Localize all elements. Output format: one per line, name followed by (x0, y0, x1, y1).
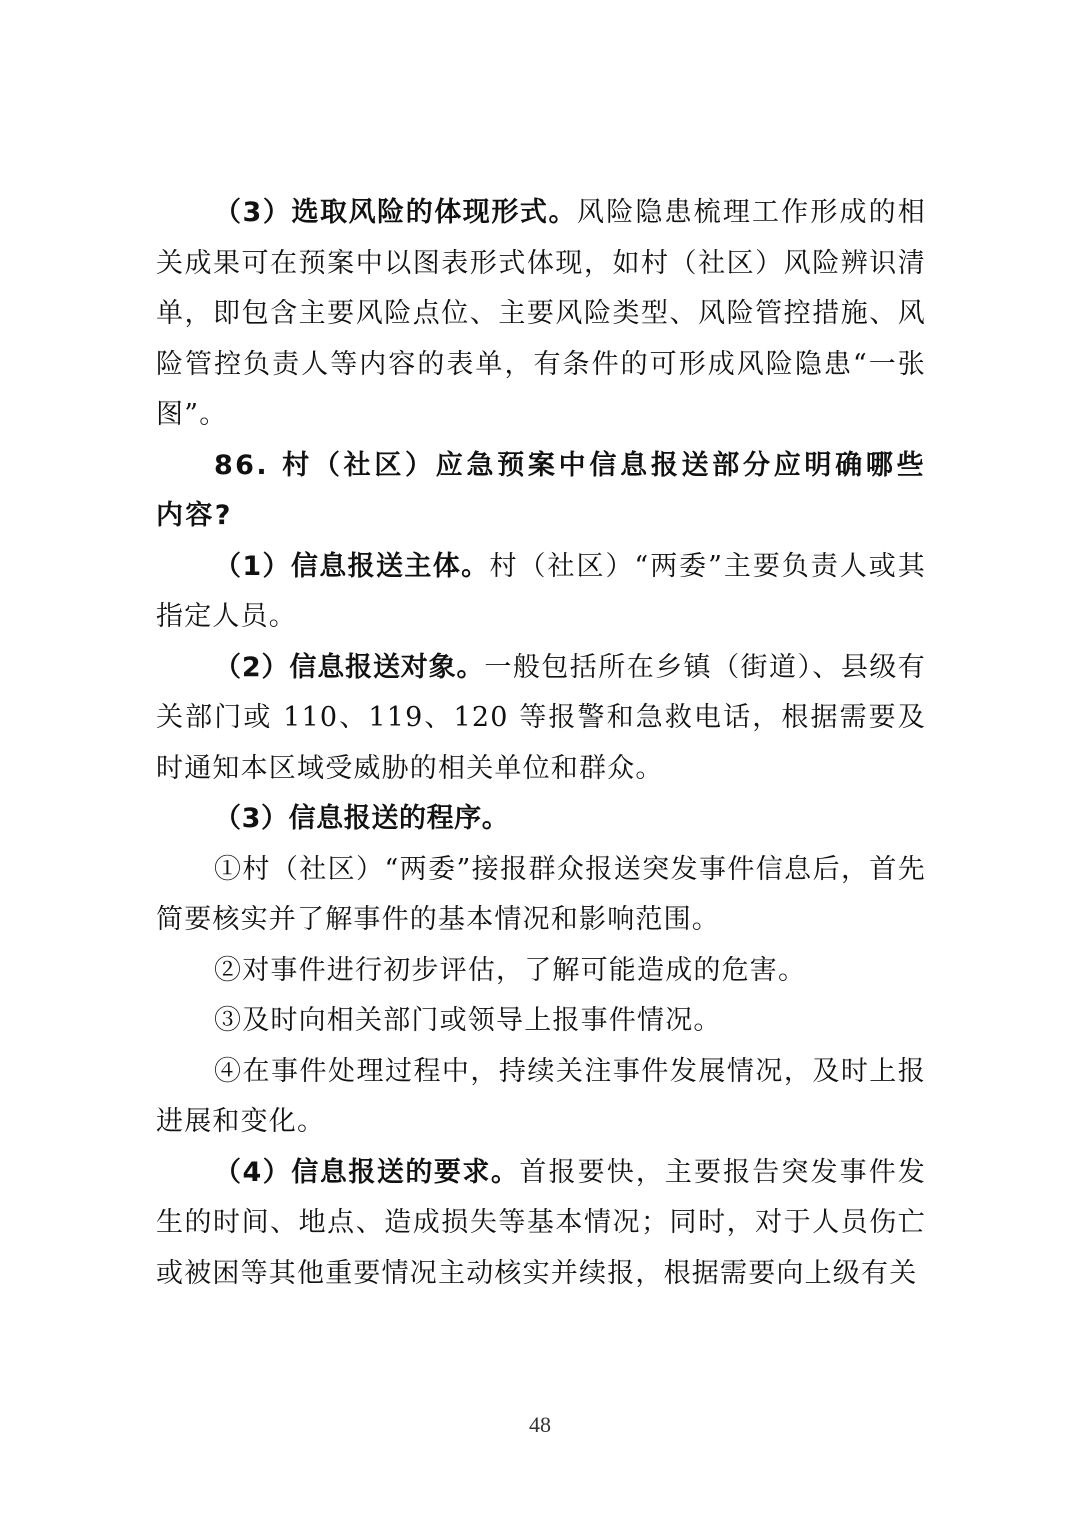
paragraph-lead: （1）信息报送主体。 (214, 550, 490, 582)
procedure-step-3: ③及时向相关部门或领导上报事件情况。 (214, 1005, 722, 1036)
paragraph-lead: （2）信息报送对象。 (214, 651, 485, 683)
paragraph-text: 首报要快，主要报告突发事件发生的时间、地点、造成损失等基本情况；同时，对于人员伤亡或被困等其他重要情况主动核实并续报，根据需要向上级有关 (156, 1156, 926, 1289)
paragraph-reporting-subject (156, 542, 926, 643)
paragraph-text: 一般包括所在乡镇（街道）、县级有关部门或 110、119、120 等报警和急救电话，根据需要及时通知本区域受威胁的相关单位和群众。 (156, 651, 926, 784)
paragraph-lead: （3）选取风险的体现形式。 (214, 197, 578, 228)
procedure-step-2: ②对事件进行初步评估，了解可能造成的危害。 (214, 954, 807, 986)
paragraph-reporting-procedure (156, 794, 926, 845)
procedure-step-1: ①村（社区）“两委”接报群众报送突发事件信息后，首先简要核实并了解事件的基本情况和影响范围。 (156, 853, 926, 935)
procedure-step-4: ④在事件处理过程中，持续关注事件发展情况，及时上报进展和变化。 (156, 1055, 926, 1137)
paragraph-reporting-requirements (156, 1148, 926, 1300)
paragraph-risk-form (156, 188, 926, 441)
page-number: 48 (529, 1412, 551, 1437)
paragraph-reporting-target (156, 643, 926, 795)
paragraph-text: 风险隐患梳理工作形成的相关成果可在预案中以图表形式体现，如村（社区）风险辨识清单，即包含主要风险点位、主要风险类型、风险管控措施、风险管控负责人等内容的表单，有条件的可形成风险隐患“一张图”。 (156, 197, 926, 430)
paragraph-lead: （4）信息报送的要求。 (214, 1156, 520, 1188)
paragraph-lead: （3）信息报送的程序。 (214, 803, 510, 834)
document-page (156, 188, 926, 1299)
question-heading: 86. 村（社区）应急预案中信息报送部分应明确哪些内容? (156, 449, 926, 531)
paragraph-text: 村（社区）“两委”主要负责人或其指定人员。 (156, 550, 926, 632)
